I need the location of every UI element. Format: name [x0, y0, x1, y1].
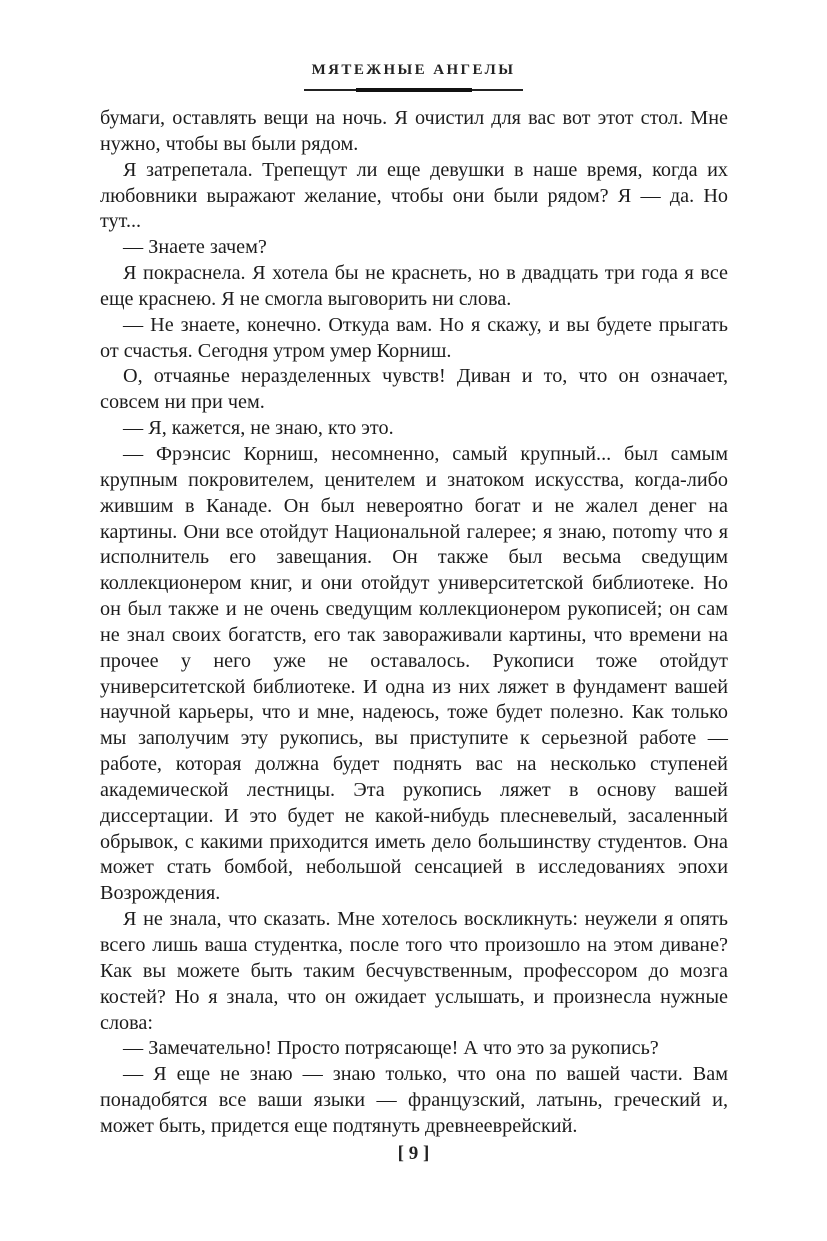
paragraph: — Знаете зачем?	[123, 236, 267, 259]
paragraph: бумаги, оставлять вещи на ночь. Я очистил для вас вот этот стол. Мне нужно, чтобы вы были рядом.	[100, 107, 728, 155]
paragraph: — Я, кажется, не знаю, кто это.	[123, 417, 394, 440]
paragraph: Я не знала, что сказать. Мне хотелось воскликнуть: неужели я опять всего лишь ваша студентка, после того что произошло на этом диване? Как вы можете быть таким бесчувственным, профессором до мозга костей? Но я знала, что он ожидает услышать, и произнесла нужные слова:	[100, 908, 728, 1034]
paragraph: — Фрэнсис Корниш, несомненно, самый крупный... был самым крупным покровителем, ценителем и знатоком искусства, когда-либо жившим в Канаде. Он был невероятно богат и не жалел денег на картины. Они все отойдут Национальной галерее; я знаю, потоmу что я исполнитель его завещания. Он также был весьма сведущим коллекционером книг, и они отойдут университетской библиотеке. Но он был также и не очень сведущим коллекционером рукописей; он сам не знал своих богатств, его так завораживали картины, что времени на прочее у него уже не оставалось. Рукописи тоже отойдут университетской библиотеке. И одна из них ляжет в фундамент вашей научной карьеры, что и мне, надеюсь, тоже будет полезно. Как только мы заполучим эту рукопись, вы приступите к серьезной работе — работе, которая должна будет поднять вас на несколько ступеней академической лестницы. Эта рукопись ляжет в основу вашей диссертации. И это будет не какой-нибудь плесневелый, засаленный обрывок, с какими приходится иметь дело большинству студентов. Она может стать бомбой, небольшой сенсацией в исследованиях эпохи Возрождения.	[100, 442, 728, 905]
paragraph: — Замечательно! Просто потрясающе! А что это за рукопись?	[123, 1037, 659, 1060]
paragraph: Я затрепетала. Трепещут ли еще девушки в наше время, когда их любовники выражают желание, чтобы они были рядом? Я — да. Но тут...	[100, 158, 728, 233]
page-number: [ 9 ]	[397, 1143, 430, 1164]
paragraph: О, отчаянье неразделенных чувств! Диван и то, что он означает, совсем ни при чем.	[100, 365, 728, 414]
header-rule-accent	[356, 88, 472, 92]
running-head-title: МЯТЕЖНЫЕ АНГЕЛЫ	[311, 62, 516, 78]
paragraph: Я покраснела. Я хотела бы не краснеть, но в двадцать три года я все еще краснею. Я не смогла выговорить ни слова.	[100, 262, 728, 310]
paragraph: — Не знаете, конечно. Откуда вам. Но я скажу, и вы будете прыгать от счастья. Сегодня утром умер Корниш.	[100, 313, 728, 362]
body-text	[100, 106, 728, 1140]
paragraph: — Я еще не знаю — знаю только, что она по вашей части. Вам понадобятся все ваши языки — французский, латынь, греческий и, может быть, придется еще подтянуть древнееврейский.	[100, 1063, 728, 1137]
